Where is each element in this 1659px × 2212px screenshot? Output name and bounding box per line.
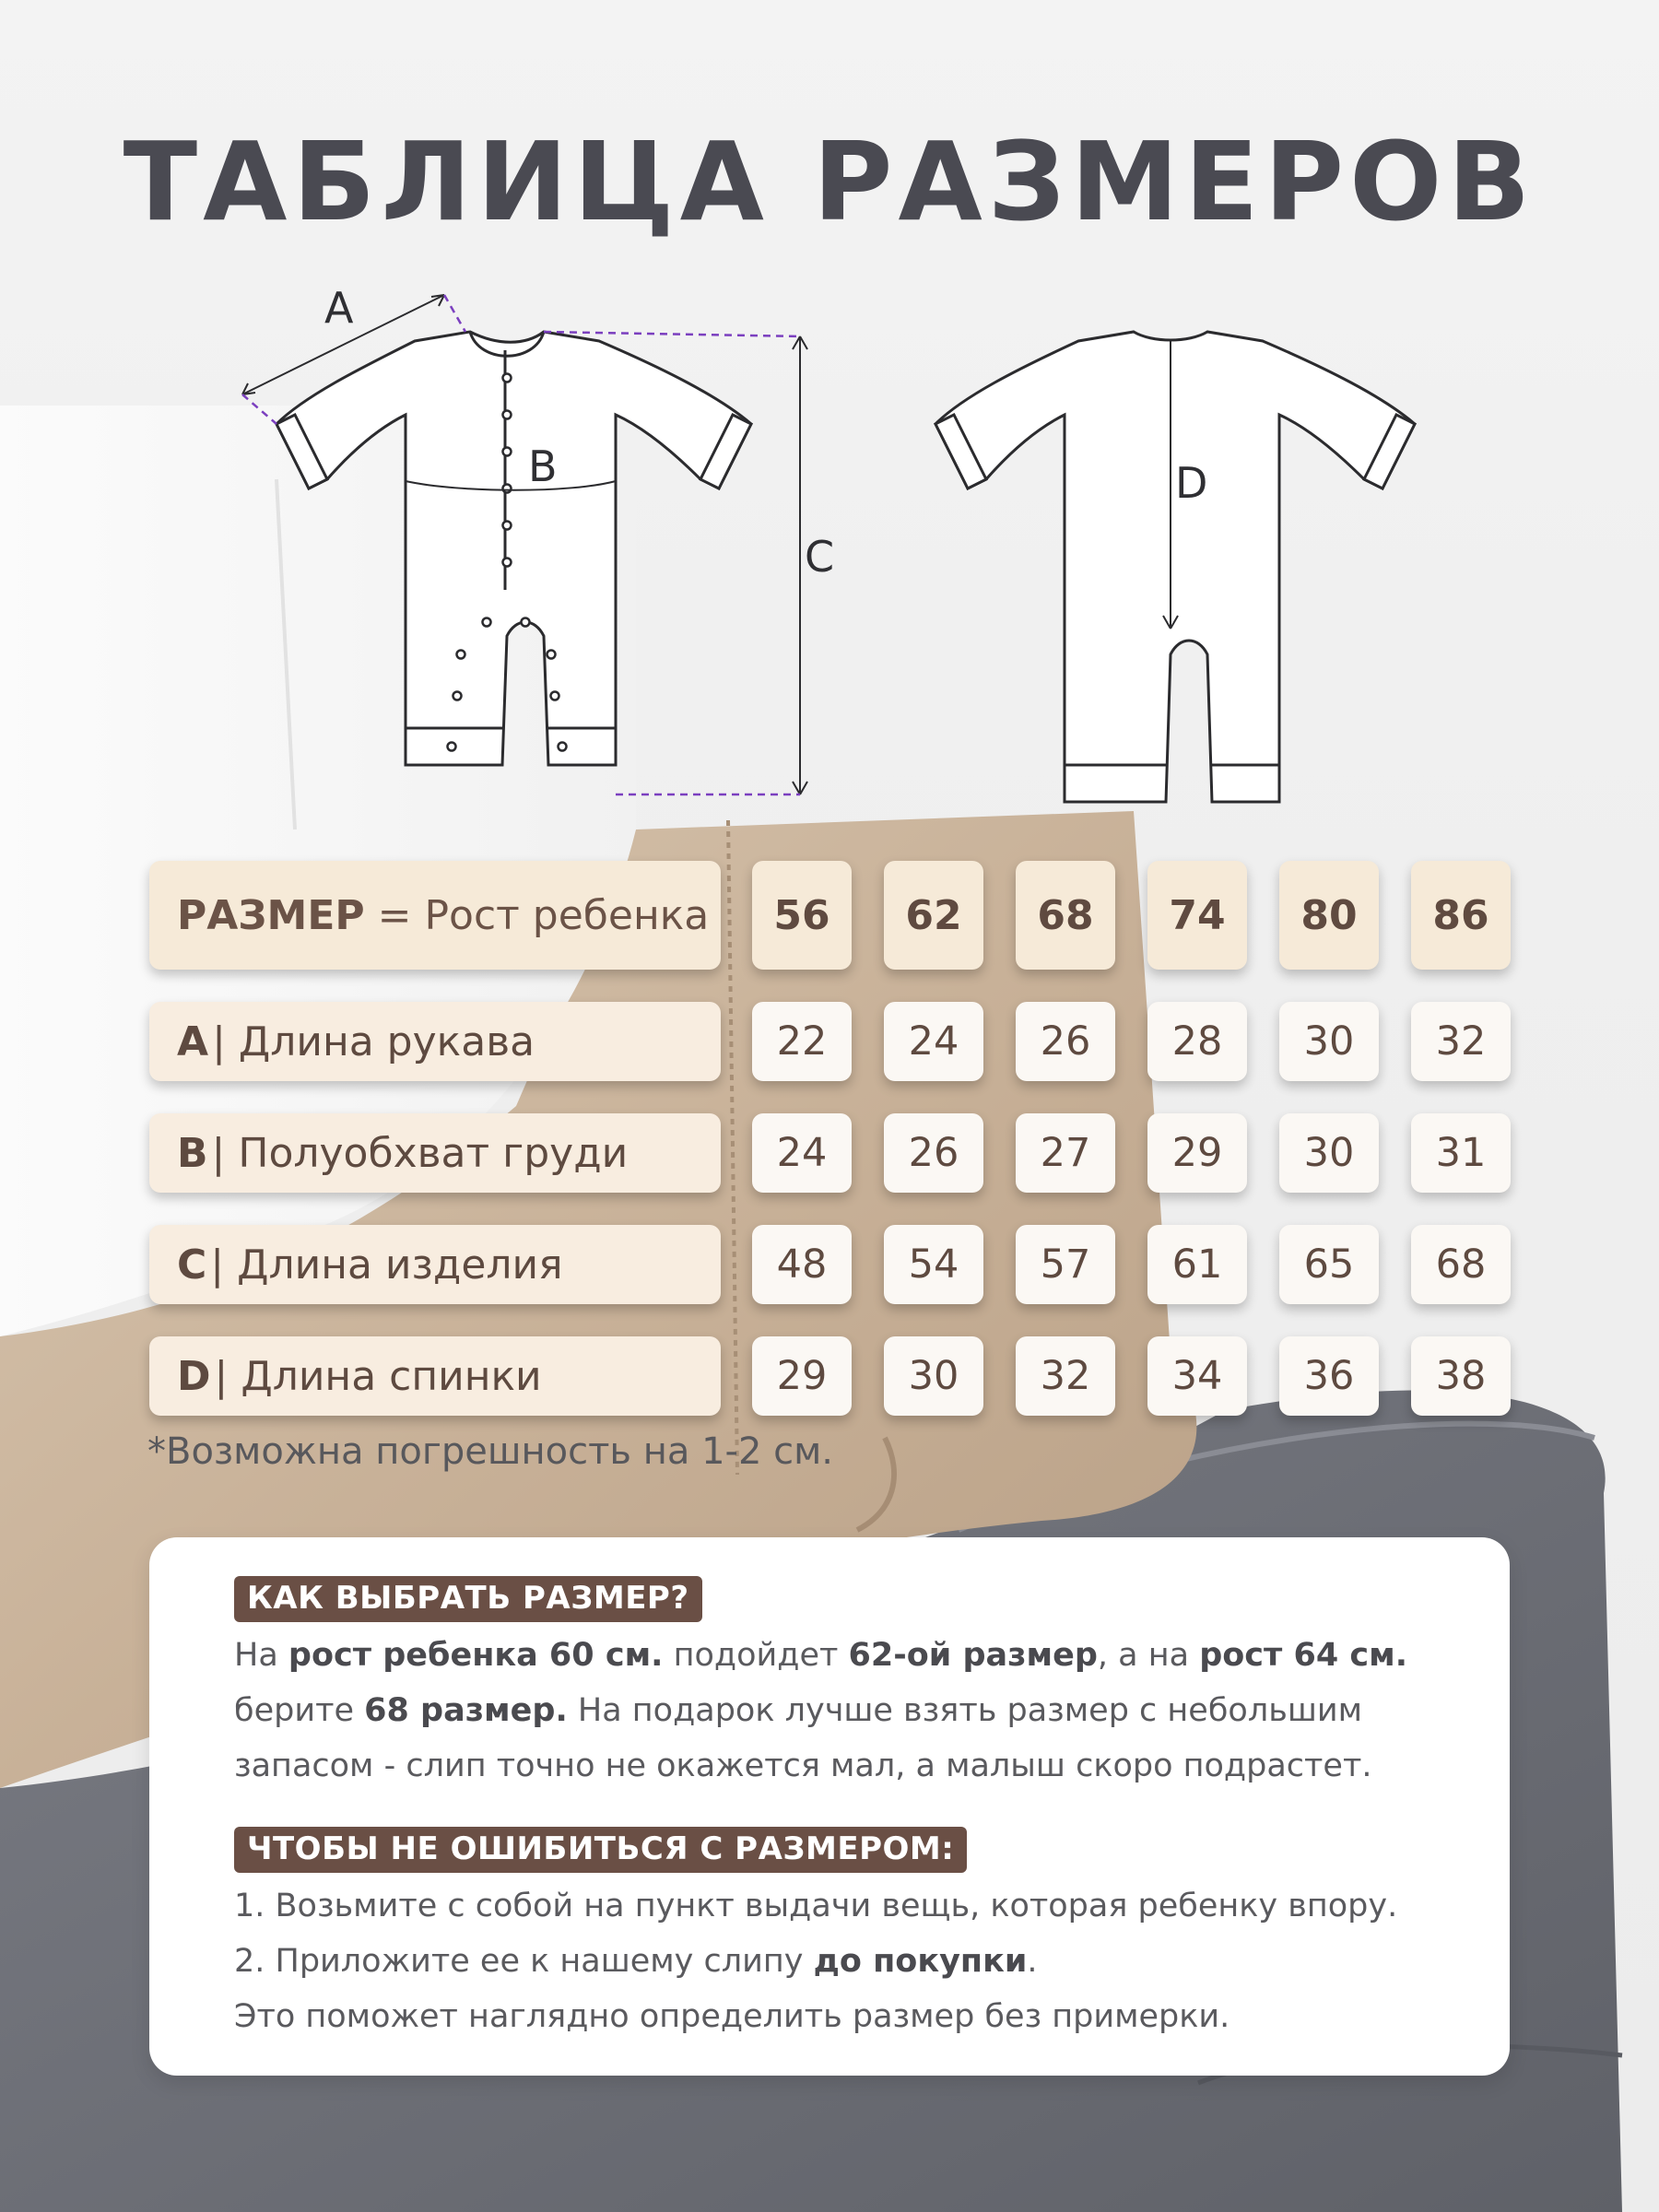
header-size-68: 68 <box>1016 861 1115 970</box>
text-run: На <box>234 1637 288 1674</box>
text-run-bold: рост ребенка 60 см. <box>288 1637 664 1674</box>
table-cell: 68 <box>1411 1225 1511 1304</box>
table-cell: 61 <box>1147 1225 1247 1304</box>
table-cell: 54 <box>884 1225 983 1304</box>
section-title-how-to-choose: КАК ВЫБРАТЬ РАЗМЕР? <box>234 1576 702 1622</box>
step-2-text <box>234 1934 1488 1989</box>
header-label-bold: РАЗМЕР <box>177 891 365 939</box>
row-text-d: | Длина спинки <box>214 1352 542 1400</box>
back-onesie-icon <box>935 332 1415 802</box>
table-cell: 34 <box>1147 1336 1247 1416</box>
label-d: D <box>1175 458 1208 508</box>
table-cell: 24 <box>752 1113 852 1193</box>
table-cell: 28 <box>1147 1002 1247 1081</box>
row-letter-c: C <box>177 1241 207 1288</box>
row-letter-a: A <box>177 1018 209 1065</box>
table-cell: 32 <box>1016 1336 1115 1416</box>
size-guide-card <box>149 1537 1510 2076</box>
header-size-74: 74 <box>1147 861 1247 970</box>
row-label-b <box>149 1113 721 1193</box>
size-diagram <box>0 267 1659 820</box>
table-cell: 27 <box>1016 1113 1115 1193</box>
row-label-d <box>149 1336 721 1416</box>
table-cell: 29 <box>752 1336 852 1416</box>
label-a: A <box>324 283 354 333</box>
text-run: 2. Приложите ее к нашему слипу <box>234 1943 814 1980</box>
text-run-bold: 62-ой размер <box>848 1637 1098 1674</box>
text-run-bold: 68 размер. <box>364 1692 568 1729</box>
text-run: подойдет <box>663 1637 849 1674</box>
front-onesie-icon <box>276 332 751 765</box>
section-title-avoid-mistakes: ЧТОБЫ НЕ ОШИБИТЬСЯ С РАЗМЕРОМ: <box>234 1827 967 1873</box>
table-cell: 32 <box>1411 1002 1511 1081</box>
header-size-56: 56 <box>752 861 852 970</box>
table-cell: 31 <box>1411 1113 1511 1193</box>
header-label-rest: = Рост ребенка <box>364 891 710 939</box>
header-size-80: 80 <box>1279 861 1379 970</box>
table-cell: 29 <box>1147 1113 1247 1193</box>
row-letter-b: B <box>177 1129 208 1177</box>
table-cell: 24 <box>884 1002 983 1081</box>
label-b: B <box>528 441 558 491</box>
text-run: берите <box>234 1692 365 1729</box>
text-run-bold: до покупки <box>813 1943 1028 1980</box>
closing-text: Это поможет наглядно определить размер без примерки. <box>234 1998 1230 2035</box>
row-text-b: | Полуобхват груди <box>211 1129 629 1177</box>
text-run: На подарок лучше взять размер с небольшим запасом - слип точно не окажется мал, а малыш скоро подрастет. <box>234 1692 1372 1784</box>
row-text-a: | Длина рукава <box>212 1018 535 1065</box>
how-to-choose-text <box>234 1628 1488 1794</box>
header-size-62: 62 <box>884 861 983 970</box>
table-cell: 30 <box>1279 1002 1379 1081</box>
table-cell: 22 <box>752 1002 852 1081</box>
table-cell: 38 <box>1411 1336 1511 1416</box>
label-c: C <box>805 532 835 582</box>
table-header-label <box>149 861 721 970</box>
row-label-c <box>149 1225 721 1304</box>
row-letter-d: D <box>177 1352 211 1400</box>
text-run: . <box>1027 1943 1038 1980</box>
row-text-c: | Длина изделия <box>210 1241 563 1288</box>
table-cell: 26 <box>884 1113 983 1193</box>
table-cell: 30 <box>1279 1113 1379 1193</box>
text-run: , а на <box>1097 1637 1200 1674</box>
table-cell: 36 <box>1279 1336 1379 1416</box>
accuracy-note: *Возможна погрешность на 1-2 см. <box>147 1430 834 1473</box>
row-label-a <box>149 1002 721 1081</box>
table-cell: 48 <box>752 1225 852 1304</box>
text-run-bold: рост 64 см. <box>1199 1637 1408 1674</box>
page-title: ТАБЛИЦА РАЗМЕРОВ <box>123 118 1536 245</box>
step-1-text: 1. Возьмите с собой на пункт выдачи вещь, которая ребенку впору. <box>234 1888 1398 1924</box>
table-cell: 30 <box>884 1336 983 1416</box>
table-cell: 65 <box>1279 1225 1379 1304</box>
header-size-86: 86 <box>1411 861 1511 970</box>
table-cell: 57 <box>1016 1225 1115 1304</box>
table-cell: 26 <box>1016 1002 1115 1081</box>
